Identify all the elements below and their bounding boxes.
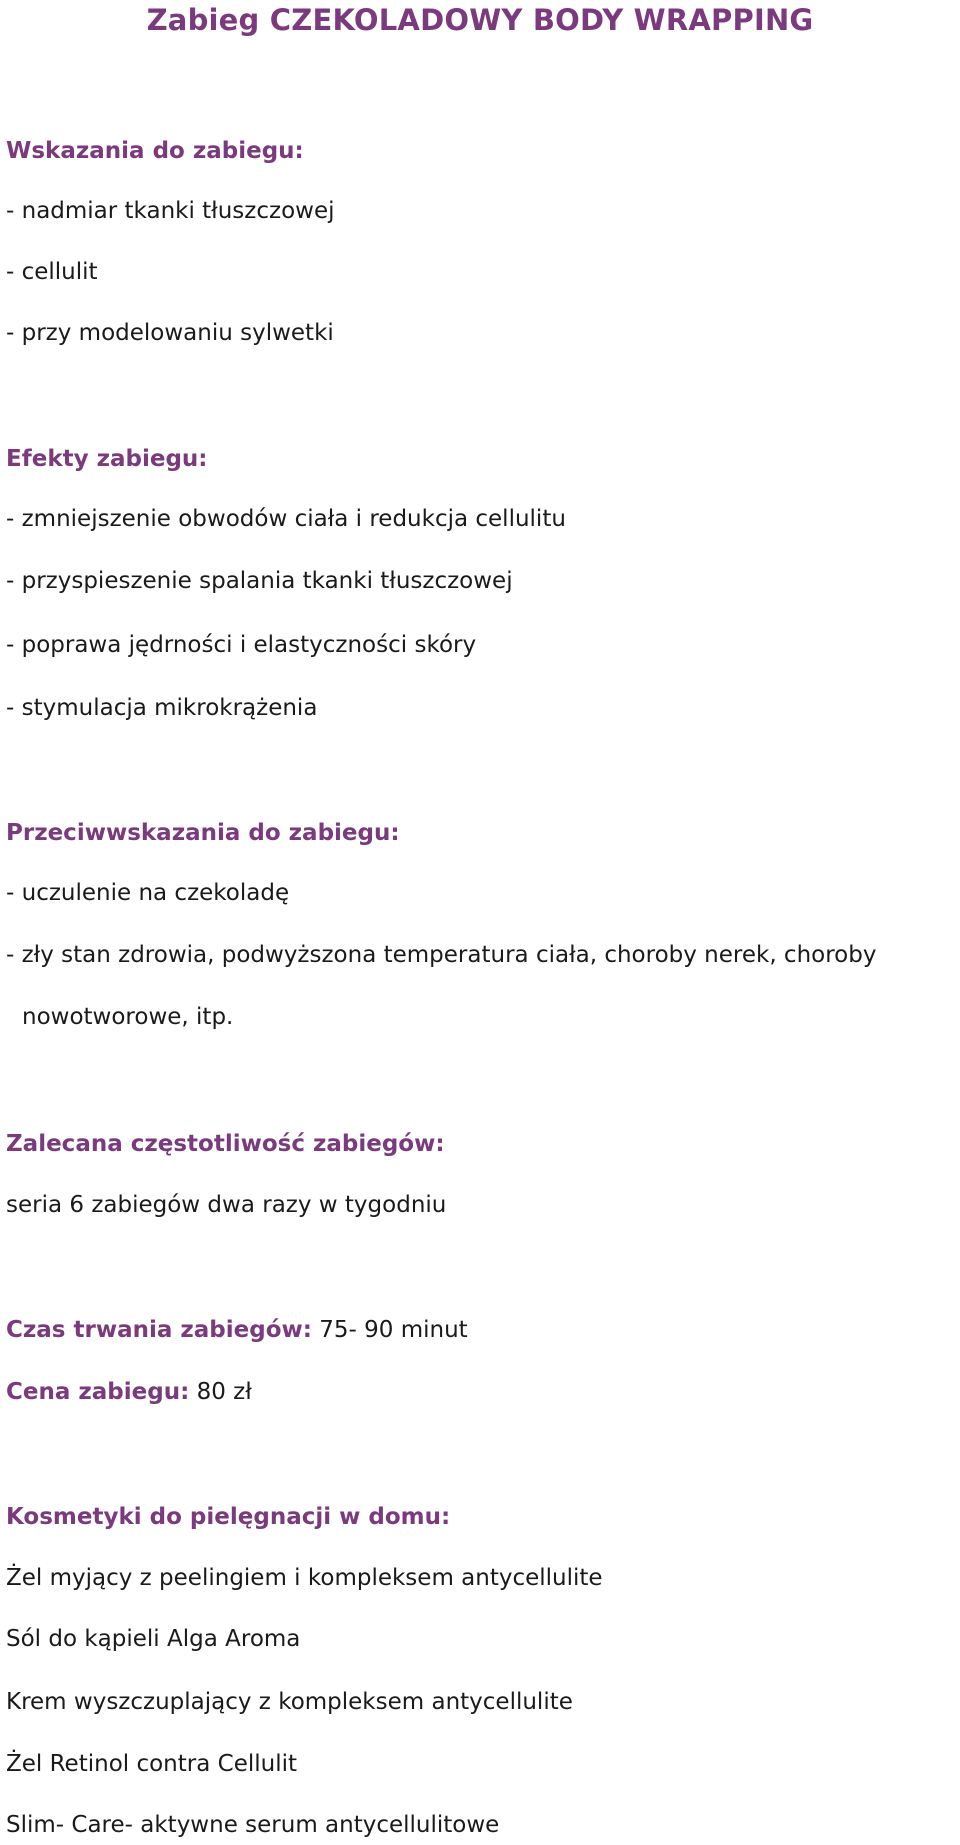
home-care-heading: Kosmetyki do pielęgnacji w domu: (6, 1504, 451, 1530)
effects-item: - stymulacja mikrokrążenia (6, 695, 318, 721)
home-care-item: Żel Retinol contra Cellulit (6, 1751, 298, 1777)
indications-heading: Wskazania do zabiegu: (6, 138, 304, 164)
contraindications-item: nowotworowe, itp. (22, 1004, 234, 1030)
price-label: Cena zabiegu: (6, 1379, 190, 1405)
effects-item: - poprawa jędrności i elastyczności skóry (6, 632, 477, 658)
contraindications-item: - uczulenie na czekoladę (6, 880, 290, 906)
duration-row (6, 1315, 468, 1345)
contraindications-heading: Przeciwwskazania do zabiegu: (6, 820, 400, 846)
home-care-item: Żel myjący z peelingiem i kompleksem antycellulite (6, 1565, 603, 1591)
indications-item: - przy modelowaniu sylwetki (6, 320, 334, 346)
contraindications-item: - zły stan zdrowia, podwyższona temperatura ciała, choroby nerek, choroby (6, 942, 877, 968)
indications-item: - nadmiar tkanki tłuszczowej (6, 198, 335, 224)
frequency-heading: Zalecana częstotliwość zabiegów: (6, 1131, 445, 1157)
home-care-item: Slim- Care- aktywne serum antycellulitowe (6, 1812, 500, 1838)
frequency-text: seria 6 zabiegów dwa razy w tygodniu (6, 1192, 447, 1218)
indications-item: - cellulit (6, 259, 98, 285)
home-care-item: Sól do kąpieli Alga Aroma (6, 1626, 301, 1652)
duration-label: Czas trwania zabiegów: (6, 1317, 312, 1343)
duration-value: 75- 90 minut (319, 1317, 468, 1343)
effects-heading: Efekty zabiegu: (6, 446, 208, 472)
price-row (6, 1377, 252, 1407)
effects-item: - zmniejszenie obwodów ciała i redukcja cellulitu (6, 506, 566, 532)
price-value: 80 zł (196, 1379, 252, 1405)
home-care-item: Krem wyszczuplający z kompleksem antycellulite (6, 1689, 573, 1715)
page-title: Zabieg CZEKOLADOWY BODY WRAPPING (146, 3, 814, 37)
effects-item: - przyspieszenie spalania tkanki tłuszczowej (6, 568, 513, 594)
